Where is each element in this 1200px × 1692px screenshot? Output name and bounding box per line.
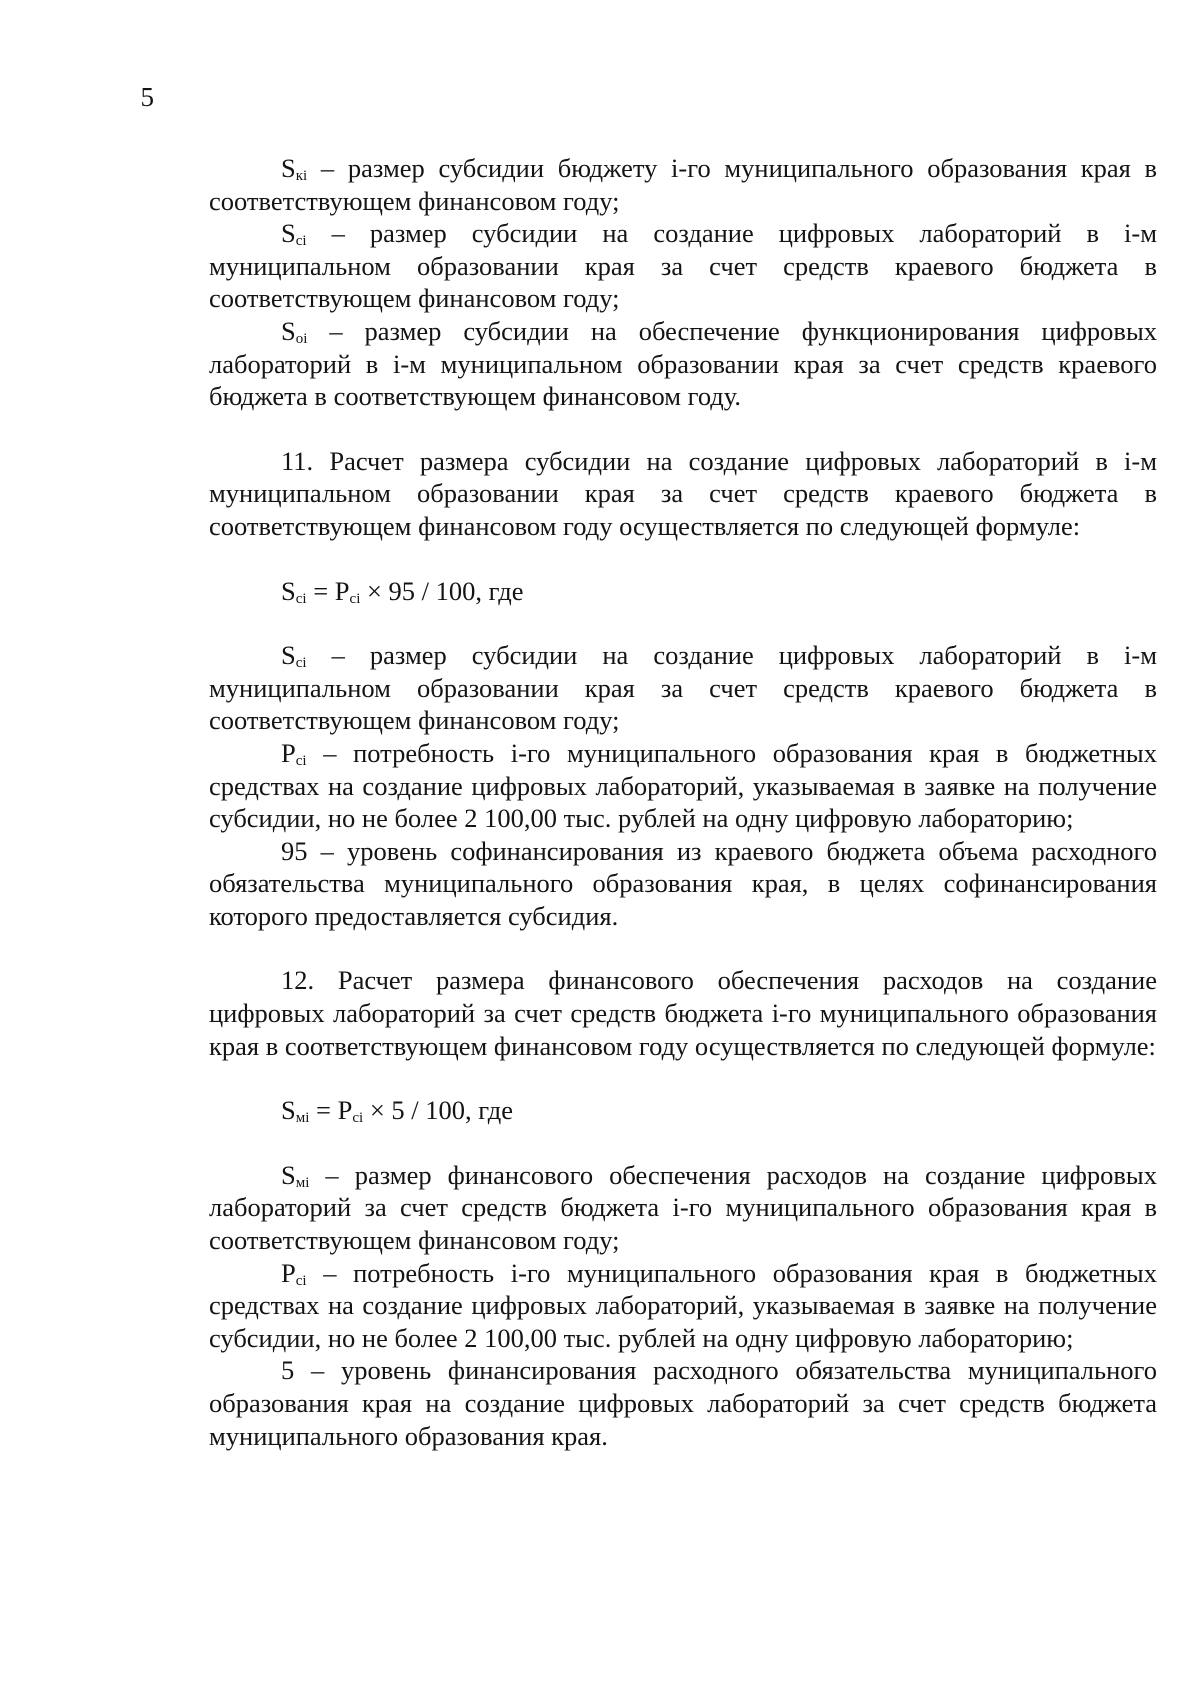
variable-symbol: S xyxy=(281,1159,296,1190)
formula-lhs: S xyxy=(281,575,296,606)
variable-symbol: S xyxy=(281,640,296,671)
paragraph-gap xyxy=(209,1127,1157,1159)
body-paragraph xyxy=(209,964,1157,1062)
variable-symbol: S xyxy=(281,218,296,249)
formula-equals: = xyxy=(309,1095,338,1126)
paragraph-gap xyxy=(209,543,1157,575)
paragraph-text: 11. Расчет размера субсидии на создание цифровых лабораторий в i-м муниципальном образовании края за счет средств краевого бюджета в соответствующем финансовом году осуществляется по следующей формуле: xyxy=(209,445,1157,541)
body-paragraph xyxy=(209,445,1157,543)
paragraph-gap xyxy=(209,932,1157,964)
definition-text: – размер субсидии на обеспечение функционирования цифровых лабораторий в i-м муниципальном образовании края за счет средств краевого бюджета в соответствующем финансовом году. xyxy=(209,315,1157,412)
definition-paragraph xyxy=(209,152,1157,217)
definition-paragraph xyxy=(209,315,1157,413)
page-number: 5 xyxy=(140,82,154,112)
formula-equals: = xyxy=(306,575,335,606)
formula xyxy=(209,1094,1157,1127)
variable-symbol: P xyxy=(281,737,296,768)
paragraph-gap xyxy=(209,607,1157,639)
paragraph-gap xyxy=(209,413,1157,445)
variable-subscript: ci xyxy=(295,233,307,250)
formula-tail: × 5 / 100, где xyxy=(363,1095,514,1126)
document-body xyxy=(209,152,1157,1452)
paragraph-text: 5 – уровень финансирования расходного обязательства муниципального образования края на создание цифровых лабораторий за счет средств бюджета муниципального образования края. xyxy=(209,1355,1157,1451)
formula-lhs-subscript: мi xyxy=(295,1110,310,1127)
definition-paragraph xyxy=(209,737,1157,835)
definition-text: – потребность i-го муниципального образования края в бюджетных средствах на создание цифровых лабораторий, указываемая в заявке на получение субсидии, но не более 2 100,00 тыс. рублей на одну цифровую лабораторию; xyxy=(209,1257,1157,1353)
formula-lhs-subscript: ci xyxy=(295,590,307,607)
definition-text: – размер финансового обеспечения расходов на создание цифровых лабораторий за счет средств бюджета i-го муниципального образования края в соответствующем финансовом году; xyxy=(209,1159,1157,1256)
definition-paragraph xyxy=(209,217,1157,315)
formula-rhs-subscript: ci xyxy=(349,590,361,607)
variable-subscript: ci xyxy=(295,655,307,672)
definition-paragraph xyxy=(209,1159,1157,1257)
paragraph-text: 12. Расчет размера финансового обеспечения расходов на создание цифровых лабораторий за счет средств бюджета i-го муниципального образования края в соответствующем финансовом году осуществляется по следующей формуле: xyxy=(209,965,1157,1061)
formula-rhs: P xyxy=(334,575,350,606)
definition-text: – размер субсидии на создание цифровых лабораторий в i-м муниципальном образовании края за счет средств краевого бюджета в соответствующем финансовом году; xyxy=(209,640,1157,736)
paragraph-text: 95 – уровень софинансирования из краевого бюджета объема расходного обязательства муниципального образования края, в целях софинансирования которого предоставляется субсидия. xyxy=(209,835,1157,931)
body-paragraph xyxy=(209,1354,1157,1452)
variable-subscript: ci xyxy=(295,1272,307,1289)
definition-text: – потребность i-го муниципального образования края в бюджетных средствах на создание цифровых лабораторий, указываемая в заявке на получение субсидии, но не более 2 100,00 тыс. рублей на одну цифровую лабораторию; xyxy=(209,737,1157,834)
formula-lhs: S xyxy=(281,1095,296,1126)
variable-symbol: P xyxy=(281,1257,296,1288)
definition-text: – размер субсидии на создание цифровых лабораторий в i-м муниципальном образовании края за счет средств краевого бюджета в соответствующем финансовом году; xyxy=(209,218,1157,314)
variable-symbol: S xyxy=(281,315,296,346)
variable-symbol: S xyxy=(281,153,296,183)
definition-paragraph xyxy=(209,639,1157,737)
formula-rhs-subscript: ci xyxy=(352,1110,364,1127)
formula xyxy=(209,575,1157,608)
body-paragraph xyxy=(209,835,1157,933)
variable-subscript: oi xyxy=(295,330,308,347)
definition-paragraph xyxy=(209,1257,1157,1355)
formula-rhs: P xyxy=(337,1095,353,1126)
variable-subscript: мi xyxy=(295,1174,310,1191)
variable-subscript: ci xyxy=(295,752,307,769)
formula-tail: × 95 / 100, где xyxy=(360,575,524,606)
definition-text: – размер субсидии бюджету i-го муниципального образования края в соответствующем финансовом году; xyxy=(209,153,1157,216)
variable-subscript: кi xyxy=(295,168,308,184)
paragraph-gap xyxy=(209,1062,1157,1094)
